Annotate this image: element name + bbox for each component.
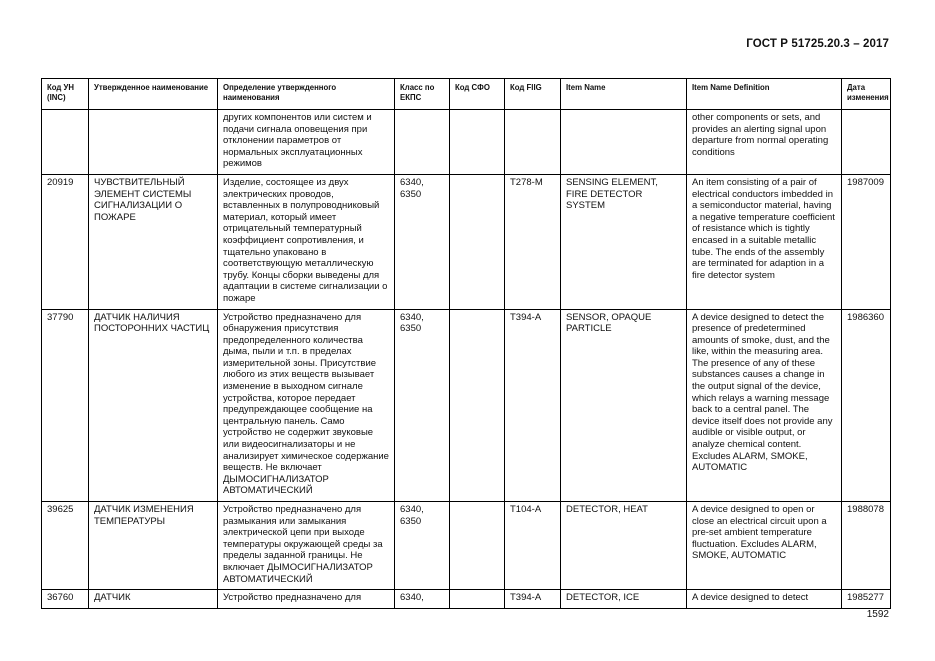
cell-date: [842, 110, 891, 175]
cell-item-definition: other components or sets, and provides an alerting signal upon departure from normal operating conditions: [687, 110, 842, 175]
cell-item-name: DETECTOR, ICE: [561, 590, 687, 609]
cell-date: 1986360: [842, 309, 891, 502]
table-row: [42, 110, 891, 175]
table-row: [42, 309, 891, 502]
cell-definition: других компонентов или систем и подачи сигнала оповещения при отклонении параметров от нормальных эксплуатационных режимов: [218, 110, 395, 175]
cell-name: ЧУВСТВИТЕЛЬНЫЙ ЭЛЕМЕНТ СИСТЕМЫ СИГНАЛИЗАЦИИ О ПОЖАРЕ: [89, 174, 218, 309]
table-row: [42, 590, 891, 609]
cell-name: ДАТЧИК: [89, 590, 218, 609]
cell-date: 1987009: [842, 174, 891, 309]
cell-class: 6340, 6350: [395, 502, 450, 590]
catalog-table: [41, 78, 891, 609]
cell-definition: Устройство предназначено для обнаружения присутствия предопределенного количества дыма, пыли и т.п. в пределах измерительной зоны. Присутствие любого из этих веществ вызывает изменение в выходном сигнале устройства, которое передает предупреждающее сообщение на центральную панель. Само устройство не содержит звуковые или видеосигнализаторы и не анализирует химическое содержание веществ. Не включает ДЫМОСИГНАЛИЗАТОР АВТОМАТИЧЕСКИЙ: [218, 309, 395, 502]
cell-item-definition: A device designed to detect the presence of predetermined amounts of smoke, dust, and the like, within the measuring area. The presence of any of these substances causes a change in the output signal of the device, which relays a warning message back to a central panel. The device itself does not provide any audible or visible output, or analyze chemical content. Excludes ALARM, SMOKE, AUTOMATIC: [687, 309, 842, 502]
cell-definition: Изделие, состоящее из двух электрических проводов, вставленных в полупроводниковый материал, который имеет отрицательный температурный коэффициент сопротивления, и тщательно упаковано в соответствующую металлическую трубу. Концы сборки выведены для адаптации в системе сигнализации о пожаре: [218, 174, 395, 309]
cell-class: [395, 110, 450, 175]
cell-date: 1985277: [842, 590, 891, 609]
cell-item-definition: A device designed to detect: [687, 590, 842, 609]
cell-name: ДАТЧИК ИЗМЕНЕНИЯ ТЕМПЕРАТУРЫ: [89, 502, 218, 590]
cell-date: 1988078: [842, 502, 891, 590]
cell-fiig: T394-A: [505, 590, 561, 609]
col-name-header: Утвержденное наименование: [89, 79, 218, 110]
col-fiig-header: Код FIIG: [505, 79, 561, 110]
col-date-header: Дата изменения: [842, 79, 891, 110]
cell-inc: 20919: [42, 174, 89, 309]
cell-item-definition: An item consisting of a pair of electrical conductors imbedded in a semiconductor material, having a negative temperature coefficient of resistance which is tightly encased in a suitable metallic tube. The ends of the assembly are terminated for adaption in a fire detector system: [687, 174, 842, 309]
cell-item-name: [561, 110, 687, 175]
cell-class: 6340,: [395, 590, 450, 609]
document-header: ГОСТ Р 51725.20.3 – 2017: [746, 38, 889, 50]
cell-sfo: [450, 590, 505, 609]
cell-inc: 39625: [42, 502, 89, 590]
cell-item-name: SENSOR, OPAQUE PARTICLE: [561, 309, 687, 502]
cell-item-definition: A device designed to open or close an electrical circuit upon a pre-set ambient temperature fluctuation. Excludes ALARM, SMOKE, AUTOMATIC: [687, 502, 842, 590]
table-row: [42, 174, 891, 309]
cell-item-name: DETECTOR, HEAT: [561, 502, 687, 590]
cell-class: 6340, 6350: [395, 174, 450, 309]
col-item-name-header: Item Name: [561, 79, 687, 110]
cell-definition: Устройство предназначено для: [218, 590, 395, 609]
cell-sfo: [450, 502, 505, 590]
col-definition-header: Определение утвержденного наименования: [218, 79, 395, 110]
cell-sfo: [450, 110, 505, 175]
cell-inc: 37790: [42, 309, 89, 502]
col-inc-header: Код УН (INC): [42, 79, 89, 110]
cell-fiig: T278-M: [505, 174, 561, 309]
cell-inc: 36760: [42, 590, 89, 609]
cell-sfo: [450, 174, 505, 309]
col-class-header: Класс по ЕКПС: [395, 79, 450, 110]
cell-name: ДАТЧИК НАЛИЧИЯ ПОСТОРОННИХ ЧАСТИЦ: [89, 309, 218, 502]
page-number: 1592: [866, 609, 889, 620]
col-item-definition-header: Item Name Definition: [687, 79, 842, 110]
cell-item-name: SENSING ELEMENT, FIRE DETECTOR SYSTEM: [561, 174, 687, 309]
cell-definition: Устройство предназначено для размыкания или замыкания электрической цепи при выходе температуры окружающей среды за пределы заданной границы. Не включает ДЫМОСИГНАЛИЗАТОР АВТОМАТИЧЕСКИЙ: [218, 502, 395, 590]
cell-class: 6340, 6350: [395, 309, 450, 502]
cell-fiig: T104-A: [505, 502, 561, 590]
cell-inc: [42, 110, 89, 175]
cell-sfo: [450, 309, 505, 502]
col-sfo-header: Код СФО: [450, 79, 505, 110]
table-header-row: [42, 79, 891, 110]
cell-fiig: [505, 110, 561, 175]
table-row: [42, 502, 891, 590]
cell-name: [89, 110, 218, 175]
cell-fiig: T394-A: [505, 309, 561, 502]
